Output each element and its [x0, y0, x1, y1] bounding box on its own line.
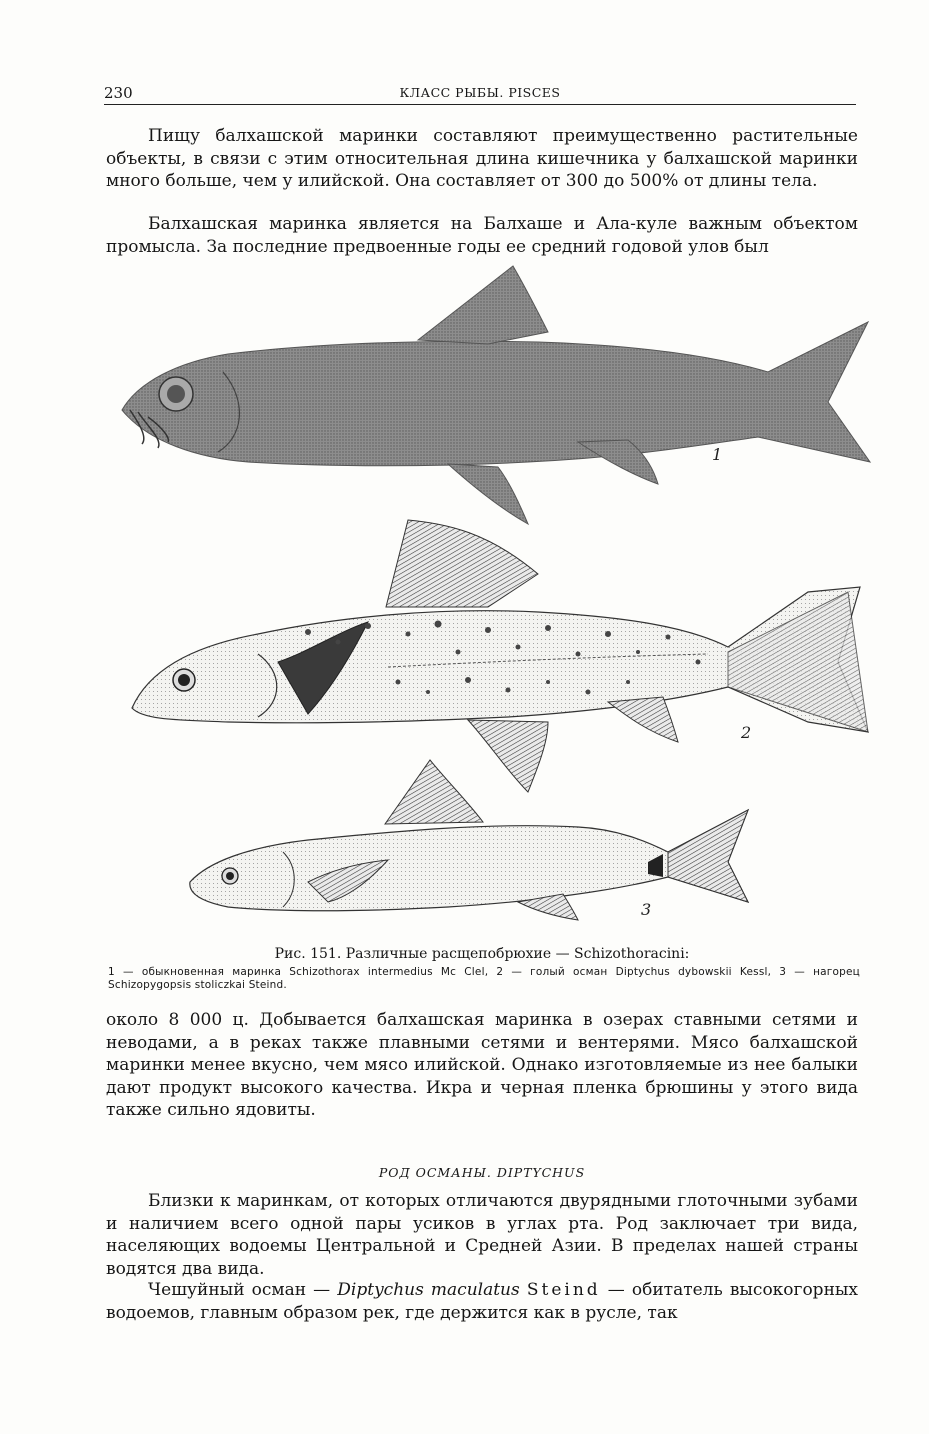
- figure-label-2: 2: [741, 723, 752, 742]
- running-head: КЛАСС РЫБЫ. PISCES: [399, 85, 561, 100]
- fish-2-osman: [132, 520, 868, 792]
- figure-label-3: 3: [641, 900, 652, 919]
- species-author: Steind: [526, 1280, 601, 1300]
- section-heading: РОД ОСМАНЫ. DIPTYCHUS: [378, 1165, 586, 1180]
- page-header: [104, 84, 856, 105]
- species-latin-name: Diptychus maculatus: [337, 1280, 520, 1300]
- paragraph-diet: Пищу балхашской маринки составляют преимущественно растительные объекты, в связи с этим относительная длина кишечника у балхашской маринки много больше, чем у илийской. Она составляет от 300 до 500% от длины тела.: [106, 126, 858, 191]
- species-description: — обитатель высокогорных водоемов, главным образом рек, где держится как в русле, так: [106, 1280, 859, 1323]
- figure-label-1: 1: [712, 445, 723, 464]
- page-number: 230: [104, 84, 133, 102]
- fish-1-marinka: [122, 266, 870, 524]
- paragraph-species: [106, 1279, 858, 1324]
- paragraph-genus: Близки к маринкам, от которых отличаются двурядными глоточными зубами и наличием всего одной пары усиков в углах рта. Род заключает три вида, населяющих водоемы Центральной и Средней Азии. В пределах нашей страны водятся два вида.: [106, 1191, 858, 1279]
- figure-fish-illustration: [108, 262, 873, 942]
- paragraph-catch: около 8 000 ц. Добывается балхашская маринка в озерах ставными сетями и неводами, а в реках также плавными сетями и вентерями. Мясо балхашской маринки менее вкусно, чем мясо илийской. Однако изготовляемые из нее балыки дают продукт высокого качества. Икра и черная пленка брюшины у этого вида также сильно ядовиты.: [106, 1010, 858, 1120]
- paragraph-fishery: Балхашская маринка является на Балхаше и Ала-куле важным объектом промысла. За последние предвоенные годы ее средний годовой улов был: [106, 214, 858, 257]
- figure-caption-title: Рис. 151. Различные расщепобрюхие — Schizothoracini:: [274, 946, 690, 962]
- figure-caption-text: 1 — обыкновенная маринка Schizothorax intermedius Mc Clel, 2 — голый осман Diptychus dybowskii Kessl, 3 — нагорец Schizopygopsis stoliczkai Steind.: [108, 966, 860, 991]
- species-intro: Чешуйный осман —: [148, 1280, 338, 1300]
- fish-3-nagorets: [190, 760, 748, 920]
